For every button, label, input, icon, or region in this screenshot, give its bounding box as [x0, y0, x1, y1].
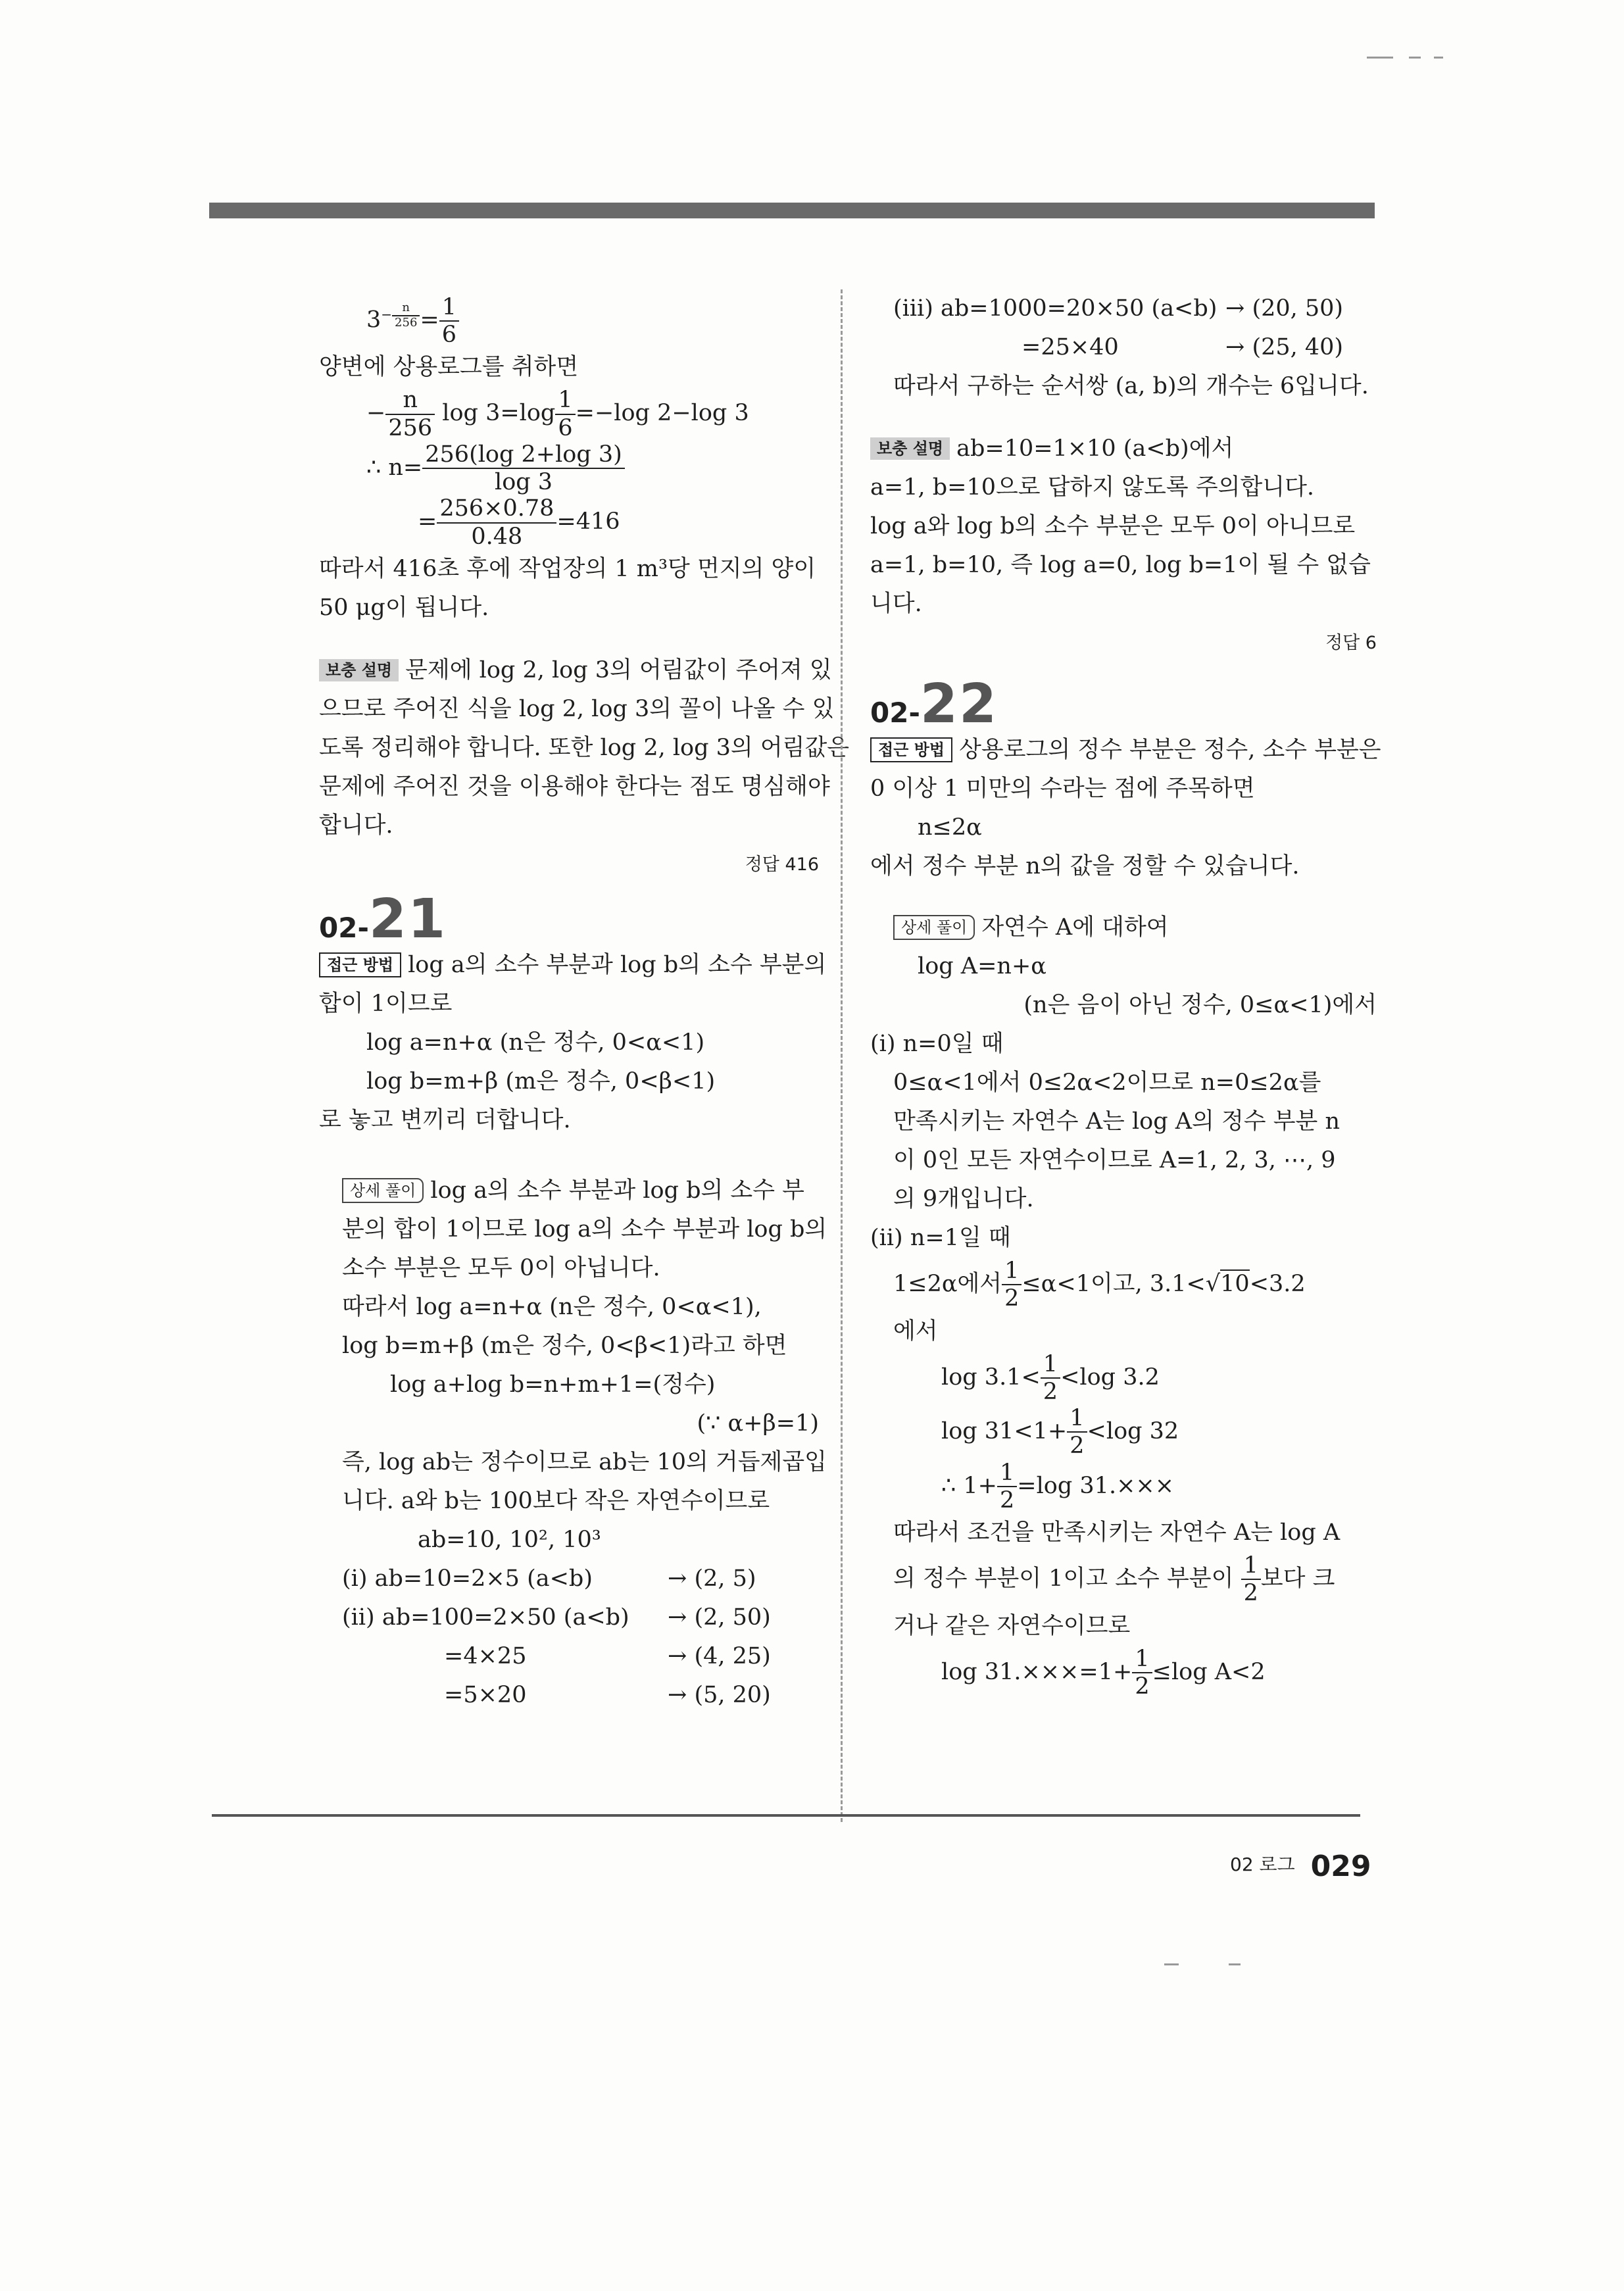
approach-tag: 접근 방법: [870, 737, 952, 762]
approach-text: 상용로그의 정수 부분은 정수, 소수 부분은: [959, 737, 1381, 763]
detail-tag: 상세 풀이: [342, 1178, 424, 1203]
frac-num: 1: [1067, 1405, 1087, 1433]
problem-number: 22: [920, 673, 998, 735]
right-column: [870, 289, 1381, 1700]
problem-heading-21: [319, 887, 819, 950]
detail-line: 거나 같은 자연수이므로: [893, 1612, 1131, 1639]
detail-math-line: [870, 1405, 1377, 1460]
detail-math-line: [870, 1258, 1377, 1312]
detail-line: log b=m+β (m은 정수, 0<β<1)라고 하면: [342, 1332, 787, 1359]
detail-line: 분의 합이 1이므로 log a의 소수 부분과 log b의: [342, 1216, 827, 1243]
approach-text: log a의 소수 부분과 log b의 소수 부분의: [408, 951, 827, 978]
supplement-line: a=1, b=10으로 답하지 않도록 주의합니다.: [870, 474, 1315, 501]
eq2-f-den: 6: [558, 414, 573, 441]
frac-num: 1: [1041, 1351, 1060, 1379]
case-row: [870, 289, 1377, 328]
supplement-line: 니다.: [870, 591, 922, 617]
math-text: 1≤2α에서: [893, 1270, 1002, 1297]
detail-line: (n은 음이 아닌 정수, 0≤α<1)에서: [1023, 992, 1377, 1018]
header-bar: [209, 203, 1375, 218]
case-row: [870, 328, 1377, 367]
problem-prefix: 02-: [870, 697, 920, 729]
equation-1: $3^{- \frac{n}{256}}$ = $\frac{1}{6}$: [319, 289, 819, 348]
text-line: 양변에 상용로그를 취하면: [319, 354, 579, 381]
spacer: [319, 1140, 819, 1171]
detail-line: 소수 부분은 모두 0이 아닙니다.: [342, 1254, 660, 1281]
eq4-result: =416: [556, 508, 620, 535]
eq3-den: log 3: [495, 469, 553, 496]
detail-line: 이 0인 모든 자연수이므로 A=1, 2, 3, ⋯, 9: [893, 1147, 1336, 1173]
column-divider: [841, 289, 843, 1822]
equation-4: [319, 495, 819, 550]
scan-speck: [1367, 57, 1393, 59]
answer-label: 정답 6: [1325, 633, 1377, 653]
detail-math-line: [870, 1351, 1377, 1406]
math-text: 보다 크: [1260, 1565, 1335, 1592]
eq4-frac: [437, 495, 556, 550]
case-label: =4×25: [444, 1642, 527, 1669]
math-text: <3.2: [1249, 1270, 1306, 1297]
supplement-line: a=1, b=10, 즉 log a=0, log b=1이 될 수 없습: [870, 552, 1371, 578]
eq1-rhs-frac: [439, 294, 459, 349]
eq1-exp-sign: −: [381, 307, 393, 322]
approach-line: 0 이상 1 미만의 수라는 점에 주목하면: [870, 776, 1255, 802]
half-fraction: [1132, 1646, 1152, 1700]
supplement-line: [319, 651, 832, 690]
footer-rule: [212, 1814, 1360, 1817]
detail-line: 니다. a와 b는 100보다 작은 자연수이므로: [342, 1487, 770, 1514]
supplement-line: 합니다.: [319, 812, 393, 839]
math-text: <log 3.2: [1060, 1364, 1160, 1391]
frac-num: 1: [1132, 1646, 1152, 1673]
frac-num: 1: [1002, 1258, 1021, 1285]
eq1-base: 3: [366, 307, 381, 333]
case-label: =5×20: [444, 1681, 527, 1708]
spacer: [870, 406, 1377, 430]
supplement-line: 문제에 주어진 것을 이용해야 한다는 점도 명심해야: [319, 773, 830, 800]
case-label: (ⅰ) ab=10=2×5 (a<b): [342, 1565, 593, 1592]
eq1-exp-den: 256: [395, 315, 418, 330]
detail-line: 따라서 log a=n+α (n은 정수, 0<α<1),: [342, 1293, 762, 1320]
eq1-exp-frac: [392, 301, 420, 330]
approach-line: n≤2α: [918, 814, 982, 841]
detail-line: log a+log b=n+m+1=(정수): [390, 1371, 716, 1398]
eq2-frac2: [555, 387, 575, 441]
frac-den: 2: [1043, 1378, 1058, 1405]
eq2-den: 256: [388, 414, 433, 441]
math-text: log 3.1<: [941, 1364, 1041, 1391]
case-result: → (4, 25): [668, 1642, 771, 1669]
frac-den: 2: [1243, 1580, 1258, 1607]
approach-line: log a=n+α (n은 정수, 0<α<1): [366, 1029, 705, 1056]
case-row: [319, 1676, 819, 1715]
detail-math-line: [870, 1552, 1377, 1607]
supplement-line: 으므로 주어진 식을 log 2, log 3의 꼴이 나올 수 있: [319, 695, 835, 722]
approach-line: [870, 731, 1381, 770]
case-label: =25×40: [1021, 334, 1119, 360]
math-text: 의 정수 부분이 1이고 소수 부분이: [893, 1565, 1234, 1592]
eq2-frac: [385, 387, 435, 441]
problem-prefix: 02-: [319, 911, 369, 944]
supplement-line: log a와 log b의 소수 부분은 모두 0이 아니므로: [870, 513, 1356, 539]
detail-line: log A=n+α: [918, 953, 1046, 979]
case-label: (ⅱ) ab=100=2×50 (a<b): [342, 1604, 629, 1631]
supplement-tag: 보충 설명: [319, 659, 399, 681]
frac-den: 2: [1135, 1673, 1150, 1700]
half-fraction: [1041, 1351, 1060, 1406]
eq2-num: n: [385, 387, 435, 414]
detail-line: [870, 908, 1377, 947]
page-footer: [1230, 1850, 1371, 1883]
problem-number: 21: [368, 887, 447, 950]
detail-line: 따라서 조건을 만족시키는 자연수 A는 log A: [893, 1519, 1341, 1546]
chapter-label: 02 로그: [1230, 1854, 1295, 1875]
case-label: (ⅲ) ab=1000=20×50 (a<b): [893, 295, 1218, 322]
problem-heading-22: [870, 673, 1377, 735]
eq4-den: 0.48: [471, 523, 523, 550]
therefore-n: ∴ n=: [366, 454, 423, 481]
approach-line: 로 놓고 변끼리 더합니다.: [319, 1106, 571, 1133]
supplement-line: [870, 430, 1377, 468]
detail-line: 0≤α<1에서 0≤2α<2이므로 n=0≤2α를: [893, 1070, 1321, 1096]
detail-math-line: [870, 1460, 1377, 1514]
math-text: ≤log A<2: [1152, 1658, 1266, 1685]
text-line: 따라서 416초 후에 작업장의 1 m³당 먼지의 양이: [319, 555, 816, 582]
approach-line: log b=m+β (m은 정수, 0<β<1): [366, 1068, 716, 1095]
half-fraction: [1067, 1405, 1087, 1460]
case-result: → (2, 50): [668, 1604, 771, 1631]
detail-line: [319, 1171, 819, 1210]
spacer: [870, 886, 1377, 908]
math-text: <log 32: [1087, 1417, 1179, 1444]
detail-line: (ⅱ) n=1일 때: [870, 1225, 1011, 1251]
supplement-tag: 보충 설명: [870, 437, 950, 460]
detail-line: (ⅰ) n=0일 때: [870, 1031, 1004, 1057]
approach-line: 에서 정수 부분 n의 값을 정할 수 있습니다.: [870, 853, 1300, 879]
eq1-exp-num: n: [392, 301, 420, 316]
detail-text: log a의 소수 부분과 log b의 소수 부: [430, 1177, 804, 1204]
scan-speck: [1434, 57, 1443, 59]
case-row: [319, 1560, 819, 1598]
detail-line: ab=10, 10², 10³: [418, 1526, 601, 1553]
frac-den: 2: [1000, 1487, 1015, 1514]
sqrt-radicand: 10: [1220, 1270, 1250, 1297]
detail-tag: 상세 풀이: [893, 915, 975, 940]
detail-line: (∵ α+β=1): [697, 1410, 819, 1437]
math-text: ≤α<1이고, 3.1<: [1021, 1270, 1206, 1297]
scan-speck: [1409, 57, 1421, 59]
detail-line: 즉, log ab는 정수이므로 ab는 10의 거듭제곱입: [342, 1448, 827, 1475]
eq2-f-num: 1: [555, 387, 575, 414]
approach-line: [319, 946, 827, 985]
equation-3: [319, 441, 819, 496]
math-text: log 31.×××=1+: [941, 1658, 1133, 1685]
math-text: =log 31.×××: [1017, 1472, 1175, 1499]
approach-tag: 접근 방법: [319, 952, 401, 977]
equation-2: [319, 387, 819, 441]
detail-line: 에서: [893, 1318, 938, 1344]
frac-den: 2: [1004, 1285, 1020, 1312]
case-row: [319, 1637, 819, 1676]
half-fraction: [1241, 1552, 1261, 1607]
half-fraction: [997, 1460, 1017, 1514]
case-result: → (2, 5): [668, 1565, 756, 1592]
supplement-text: 문제에 log 2, log 3의 어림값이 주어져 있: [405, 656, 832, 683]
frac-num: 1: [997, 1460, 1017, 1487]
eq3-num: 256(log 2+log 3): [422, 441, 625, 469]
eq1-rhs-num: 1: [439, 294, 459, 322]
scan-speck: [1229, 1963, 1241, 1965]
supplement-line: 도록 정리해야 합니다. 또한 log 2, log 3의 어림값은: [319, 734, 850, 761]
case-row: [319, 1598, 819, 1637]
text-line: 50 μg이 됩니다.: [319, 594, 489, 621]
math-text: ∴ 1+: [941, 1472, 997, 1499]
page-number: 029: [1310, 1850, 1371, 1883]
detail-line: 의 9개입니다.: [893, 1186, 1034, 1212]
answer-label: 정답 416: [745, 854, 819, 875]
eq4-num: 256×0.78: [437, 495, 556, 523]
eq2-mid: log 3=log: [442, 400, 556, 427]
detail-line: 만족시키는 자연수 A는 log A의 정수 부분 n: [893, 1108, 1340, 1135]
eq1-rhs-den: 6: [441, 322, 457, 349]
approach-line: 합이 1이므로: [319, 990, 453, 1017]
supplement-text: ab=10=1×10 (a<b)에서: [956, 435, 1234, 462]
detail-text: 자연수 A에 대하여: [981, 914, 1169, 941]
math-text: log 31<1+: [941, 1417, 1068, 1444]
conclusion: 따라서 구하는 순서쌍 (a, b)의 개수는 6입니다.: [893, 373, 1369, 399]
case-result: → (5, 20): [668, 1681, 771, 1708]
detail-math-line: [870, 1646, 1377, 1700]
frac-den: 2: [1070, 1433, 1085, 1460]
frac-num: 1: [1241, 1552, 1261, 1580]
left-column: [319, 289, 850, 1715]
eq2-sign: −: [366, 400, 386, 427]
eq2-tail: =−log 2−log 3: [575, 400, 749, 427]
case-result: → (25, 40): [1225, 334, 1344, 360]
spacer: [319, 628, 819, 651]
sqrt-symbol: √: [1205, 1270, 1221, 1297]
case-result: → (20, 50): [1225, 295, 1344, 322]
scan-speck: [1164, 1963, 1179, 1965]
eq3-frac: [422, 441, 625, 496]
half-fraction: [1002, 1258, 1021, 1312]
eq4-equals: =: [418, 508, 437, 535]
